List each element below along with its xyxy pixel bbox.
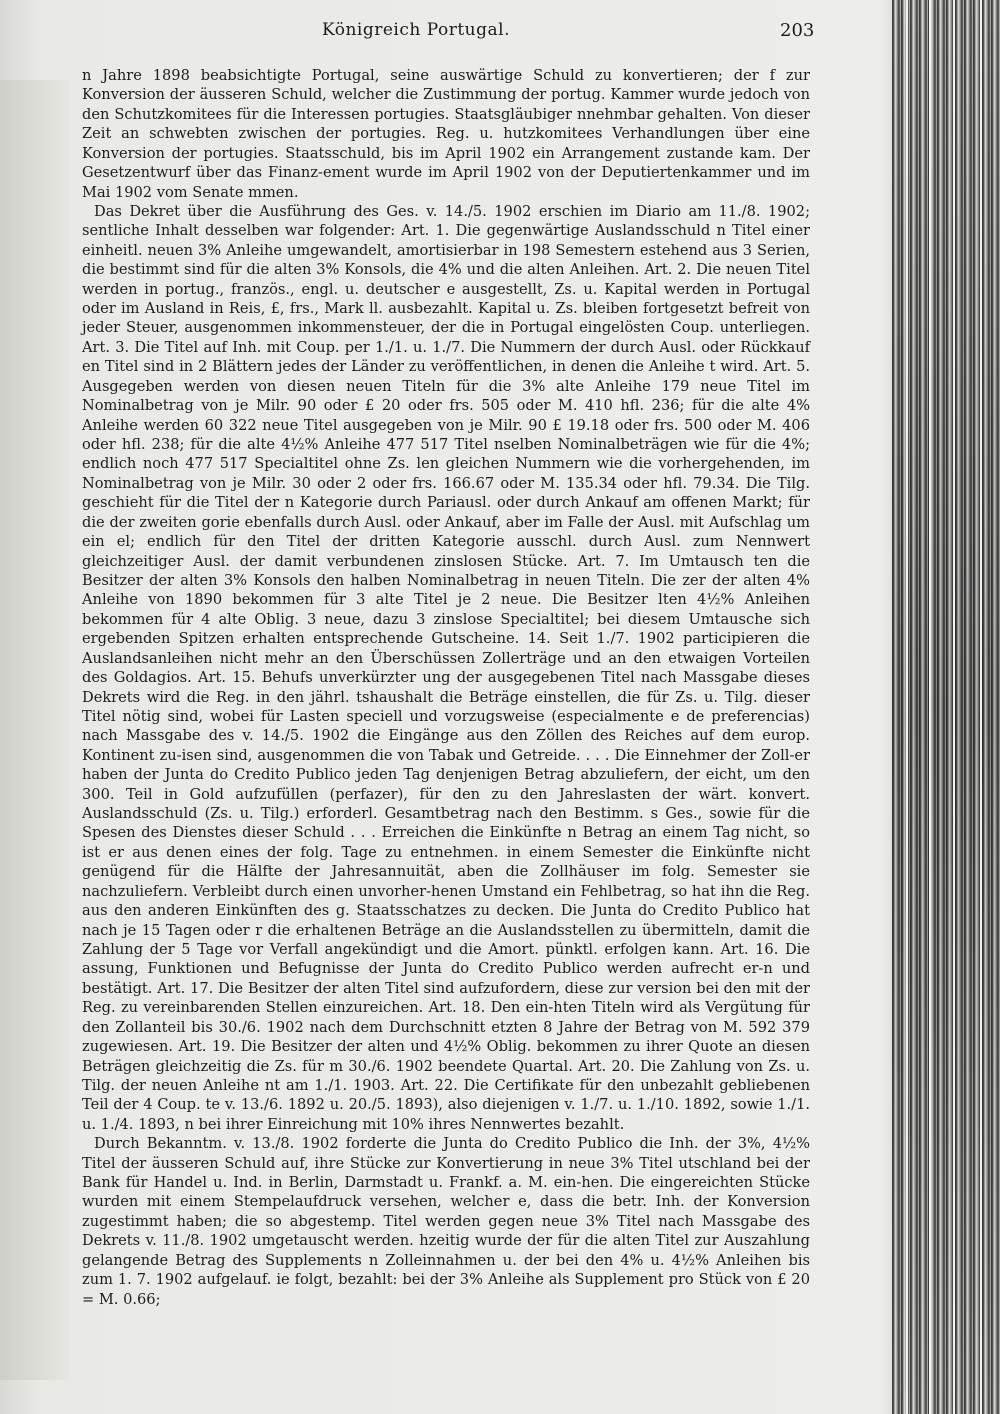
page-edge-line: [980, 0, 982, 1414]
body-text: [82, 66, 810, 1309]
page-edge-line: [906, 0, 908, 1414]
paragraph-intro: n Jahre 1898 beabsichtigte Portugal, seine auswärtige Schuld zu konvertieren; der f zur Konversion der äusseren Schuld, welcher die Zustimmung der portug. Kammer wurde jedoch von den Schutzkomitees für die Interessen portugies. Staatsgläubiger nnehmbar gehalten. Von dieser Zeit an schwebten zwischen der portugies. Reg. u. hutzkomitees Verhandlungen über eine Konversion der portugies. Staatsschuld, bis im April 1902 ein Arrangement zustande kam. Der Gesetzentwurf über das Finanz-ement wurde im April 1902 von der Deputiertenkammer und im Mai 1902 vom Senate mmen.: [82, 67, 810, 201]
running-title: Königreich Portugal.: [322, 20, 510, 40]
book-page-edges: [892, 0, 1000, 1414]
page-header: [0, 20, 860, 50]
paragraph-announcement: Durch Bekanntm. v. 13./8. 1902 forderte die Junta do Credito Publico die Inh. der 3%, 4½% Titel der äusseren Schuld auf, ihre Stücke zur Konvertierung in neue 3% Titel utschland bei der Bank für Handel u. Ind. in Berlin, Darmstadt u. Frankf. a. M. ein-hen. Die eingereichten Stücke wurden mit einem Stempelaufdruck versehen, welcher e, dass die betr. Inh. der Konversion zugestimmt haben; die so abgestemp. Titel werden gegen neue 3% Titel nach Massgabe des Dekrets v. 11./8. 1902 umgetauscht werden. hzeitig wurde der für die alten Titel zur Auszahlung gelangende Betrag des Supplements n Zolleinnahmen u. der bei den 4% u. 4½% Anleihen bis zum 1. 7. 1902 aufgelauf. ie folgt, bezahlt: bei der 3% Anleihe als Supplement pro Stück von £ 20 = M. 0.66;: [82, 1135, 810, 1308]
paragraph-decree: Das Dekret über die Ausführung des Ges. v. 14./5. 1902 erschien im Diario am 11./8. 1902; sentliche Inhalt desselben war folgender: Art. 1. Die gegenwärtige Auslandsschuld n Titel einer einheitl. neuen 3% Anleihe umgewandelt, amortisierbar in 198 Semestern estehend aus 3 Serien, die bestimmt sind für die alten 3% Konsols, die 4% und die alten Anleihen. Art. 2. Die neuen Titel werden in portug., französ., engl. u. deutscher e ausgestellt, Zs. u. Kapital werden in Portugal oder im Ausland in Reis, £, frs., Mark ll. ausbezahlt. Kapital u. Zs. bleiben fortgesetzt befreit von jeder Steuer, ausgenommen inkommensteuer, der die in Portugal eingelösten Coup. unterliegen. Art. 3. Die Titel auf Inh. mit Coup. per 1./1. u. 1./7. Die Nummern der durch Ausl. oder Rückkauf en Titel sind in 2 Blättern jedes der Länder zu veröffentlichen, in denen die Anleihe t wird. Art. 5. Ausgegeben werden von diesen neuen Titeln für die 3% alte Anleihe 179 neue Titel im Nominalbetrag von je Milr. 90 oder £ 20 oder frs. 505 oder M. 410 hfl. 236; für die alte 4% Anleihe werden 60 322 neue Titel ausgegeben von je Milr. 90 £ 19.18 oder frs. 500 oder M. 406 oder hfl. 238; für die alte 4½% Anleihe 477 517 Titel nselben Nominalbeträgen wie für die 4%; endlich noch 477 517 Specialtitel ohne Zs. len gleichen Nummern wie die vorhergehenden, im Nominalbetrag von je Milr. 30 oder 2 oder frs. 166.67 oder M. 135.34 oder hfl. 79.34. Die Tilg. geschieht für die Titel der n Kategorie durch Pariausl. oder durch Ankauf am offenen Markt; für die der zweiten gorie ebenfalls durch Ausl. oder Ankauf, aber im Falle der Ausl. mit Aufschlag um ein el; endlich für den Titel der dritten Kategorie ausschl. durch Ausl. zum Nennwert gleichzeitiger Ausl. der damit verbundenen zinslosen Stücke. Art. 7. Im Umtausch ten die Besitzer der alten 3% Konsols den halben Nominalbetrag in neuen Titeln. Die zer der alten 4% Anleihe von 1890 bekommen für 3 alte Titel je 2 neue. Die Besitzer lten 4½% Anleihen bekommen für 4 alte Oblig. 3 neue, dazu 3 zinslose Specialtitel; bei diesem Umtausche sich ergebenden Spitzen erhalten entsprechende Gutscheine. 14. Seit 1./7. 1902 participieren die Auslandsanleihen nicht mehr an den Überschüssen Zollerträge und an den etwaigen Vorteilen des Goldagios. Art. 15. Behufs unverkürzter ung der ausgegebenen Titel nach Massgabe dieses Dekrets wird die Reg. in den jährl. tshaushalt die Beträge einstellen, die für Zs. u. Tilg. dieser Titel nötig sind, wobei für Lasten speciell und vorzugsweise (especialmente e de preferencias) nach Massgabe des v. 14./5. 1902 die Eingänge aus den Zöllen des Reiches auf dem europ. Kontinent zu-isen sind, ausgenommen die von Tabak und Getreide. . . . Die Einnehmer der Zoll-er haben der Junta do Credito Publico jeden Tag denjenigen Betrag abzuliefern, der eicht, um den 300. Teil in Gold aufzufüllen (perfazer), für den zu den Jahreslasten der wärt. konvert. Auslandsschuld (Zs. u. Tilg.) erforderl. Gesamtbetrag nach den Bestimm. s Ges., sowie für die Spesen des Dienstes dieser Schuld . . . Erreichen die Einkünfte n Betrag an einem Tag nicht, so ist er aus denen eines der folg. Tage zu entnehmen. in einem Semester die Einkünfte nicht genügend für die Hälfte der Jahresannuität, aben die Zollhäuser im folg. Semester sie nachzuliefern. Verbleibt durch einen unvorher-henen Umstand ein Fehlbetrag, so hat ihn die Reg. aus den anderen Einkünften des g. Staatsschatzes zu decken. Die Junta do Credito Publico hat nach je 15 Tagen oder r die erhaltenen Beträge an die Auslandsstellen zu übermitteln, damit die Zahlung der 5 Tage vor Verfall angekündigt und die Amort. pünktl. erfolgen kann. Art. 16. Die assung, Funktionen und Befugnisse der Junta do Credito Publico werden aufrecht er-n und bestätigt. Art. 17. Die Besitzer der alten Titel sind aufzufordern, diese zur version bei den mit der Reg. zu vereinbarenden Stellen einzureichen. Art. 18. Den ein-hten Titeln wird als Vergütung für den Zollanteil bis 30./6. 1902 nach dem Durchschnitt etzten 8 Jahre der Betrag von M. 592 379 zugewiesen. Art. 19. Die Besitzer der alten und 4½% Oblig. bekommen zu ihrer Quote an diesen Beträgen gleichzeitig die Zs. für m 30./6. 1902 beendete Quartal. Art. 20. Die Zahlung von Zs. u. Tilg. der neuen Anleihe nt am 1./1. 1903. Art. 22. Die Certifikate für den unbezahlt gebliebenen Teil der 4 Coup. te v. 13./6. 1892 u. 20./5. 1893), also diejenigen v. 1./7. u. 1./10. 1892, sowie 1./1. u. 1./4. 1893, n bei ihrer Einreichung mit 10% ihres Nennwertes bezahlt.: [82, 202, 810, 1133]
page-edge-line: [953, 0, 955, 1414]
left-margin-bleed: [0, 80, 70, 1380]
page-number: 203: [780, 20, 815, 41]
page-edge-shading: [892, 0, 1000, 1414]
page-edge-line: [929, 0, 931, 1414]
